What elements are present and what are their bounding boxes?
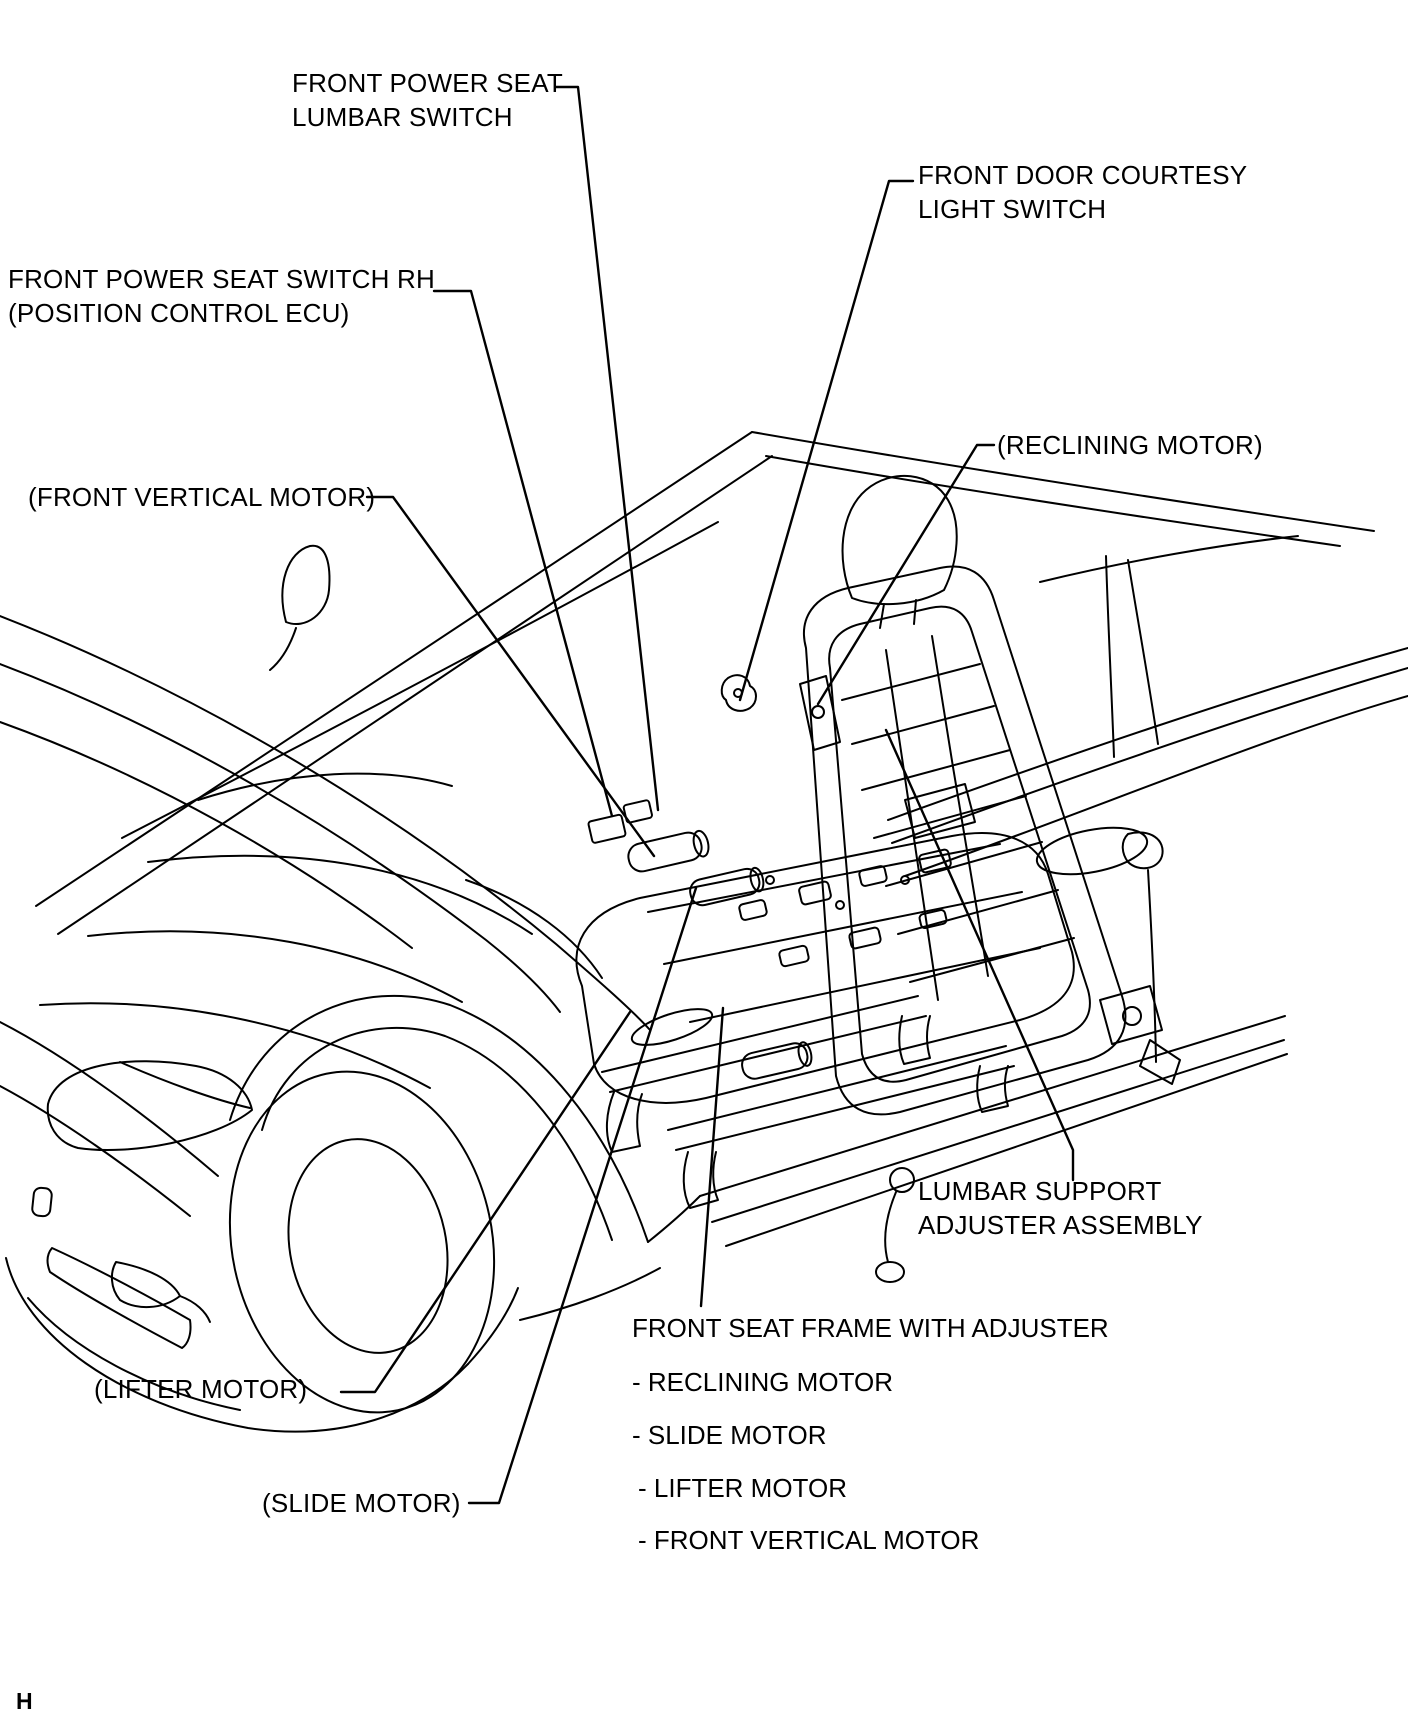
- legend-item-lifter-motor: - LIFTER MOTOR: [638, 1473, 847, 1503]
- fog-light: [112, 1262, 210, 1322]
- rear-window-top: [1040, 536, 1298, 582]
- windshield-edge: [122, 522, 718, 838]
- leader-slide-motor: [469, 888, 696, 1503]
- label-front-door-courtesy-light-switch: [918, 158, 1247, 226]
- b-pillar-rear: [1128, 560, 1158, 744]
- hood-line: [0, 616, 650, 1030]
- label-reclining-motor: [997, 428, 1263, 462]
- door-handle: [1033, 820, 1163, 883]
- leader-seat-frame: [701, 1008, 723, 1306]
- page-footer-mark: H: [16, 1688, 33, 1714]
- legend-item-front-vertical-motor: - FRONT VERTICAL MOTOR: [638, 1525, 980, 1555]
- label-line: LIGHT SWITCH: [918, 194, 1107, 224]
- seat-cushion-frame: [576, 833, 1073, 1103]
- hood-line-2: [0, 664, 560, 1012]
- leader-door-courtesy: [740, 181, 913, 700]
- belt-line: [888, 648, 1408, 820]
- label-line: (FRONT VERTICAL MOTOR): [28, 482, 376, 512]
- interior-lines: [40, 774, 602, 1088]
- seatbelt-anchor: [876, 1168, 914, 1282]
- label-line: (LIFTER MOTOR): [94, 1374, 308, 1404]
- leader-seat-switch-rh: [434, 291, 612, 816]
- seat-frame-art: [576, 476, 1180, 1282]
- courtesy-light-switch-part: [722, 675, 756, 711]
- front-bumper: [0, 1022, 518, 1432]
- label-line: (RECLINING MOTOR): [997, 430, 1263, 460]
- label-lumbar-support-adjuster-assembly: [918, 1174, 1203, 1242]
- label-lifter-motor: [94, 1372, 307, 1406]
- label-front-power-seat-lumbar-switch: [292, 66, 563, 134]
- label-line: ADJUSTER ASSEMBLY: [918, 1210, 1203, 1240]
- label-line: FRONT DOOR COURTESY: [918, 160, 1248, 190]
- roof-line-inner: [766, 456, 1340, 546]
- leader-lumbar-switch: [556, 87, 658, 810]
- side-mirror: [270, 546, 329, 670]
- seat-switch-parts: [586, 800, 655, 844]
- car-outline: [0, 432, 1408, 1437]
- label-line: FRONT POWER SEAT SWITCH RH: [8, 264, 435, 294]
- b-pillar: [1106, 556, 1114, 757]
- label-line: LUMBAR SWITCH: [292, 102, 513, 132]
- label-line: (SLIDE MOTOR): [262, 1488, 461, 1518]
- reclining-motor-part: [800, 676, 840, 750]
- legend-item-slide-motor: - SLIDE MOTOR: [632, 1420, 827, 1450]
- label-line: FRONT POWER SEAT: [292, 68, 563, 98]
- label-slide-motor: [262, 1486, 461, 1520]
- legend-item-reclining-motor: - RECLINING MOTOR: [632, 1367, 893, 1397]
- floor-oval: [628, 1002, 716, 1053]
- label-line: LUMBAR SUPPORT: [918, 1176, 1162, 1206]
- headrest: [843, 476, 957, 628]
- leader-lines: [341, 87, 1073, 1503]
- legend-title-front-seat-frame: FRONT SEAT FRAME WITH ADJUSTER: [632, 1313, 1109, 1343]
- label-front-power-seat-switch-rh: [8, 262, 435, 330]
- headlight: [48, 1061, 252, 1150]
- leader-front-vertical-motor: [367, 497, 654, 856]
- label-line: (POSITION CONTROL ECU): [8, 298, 350, 328]
- label-front-vertical-motor: [28, 480, 375, 514]
